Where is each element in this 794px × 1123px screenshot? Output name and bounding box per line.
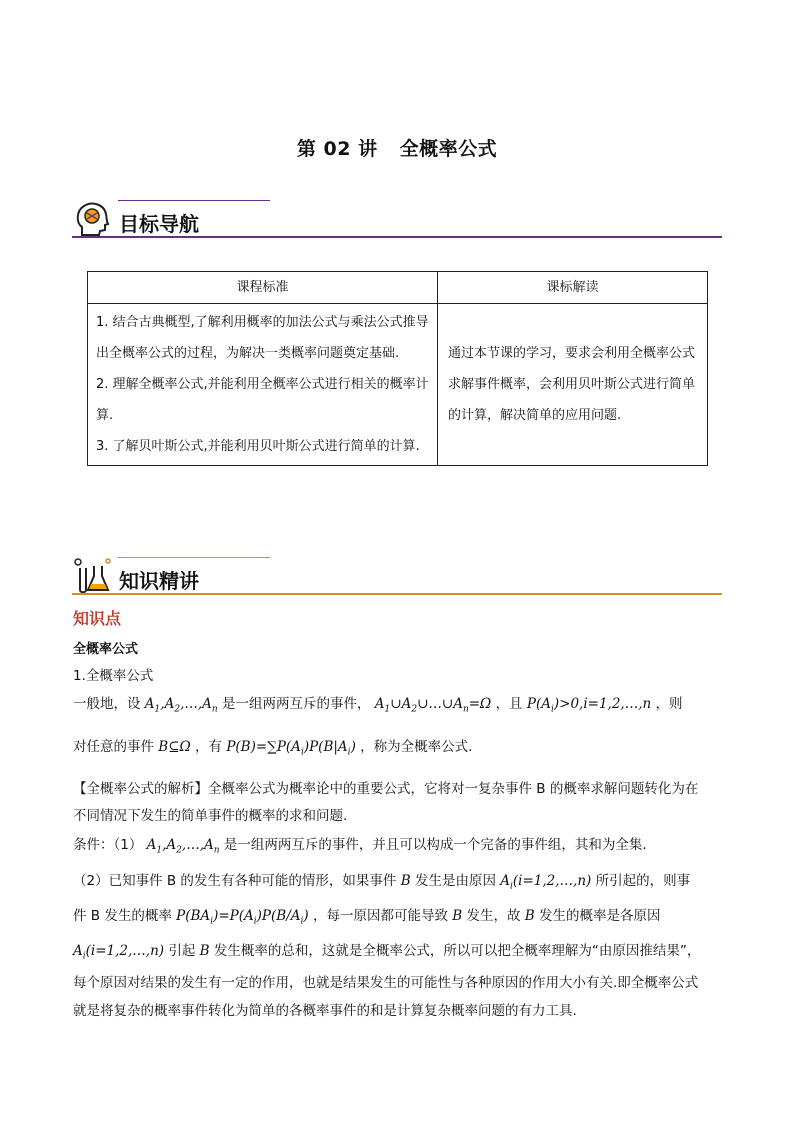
formula-cause: $A_i(i=1,2,\dots,n)$ (73, 943, 165, 962)
topic-subheading: 全概率公式 (73, 642, 139, 657)
knowledge-point-heading: 知识点 (73, 609, 122, 628)
condition-line-1 (73, 835, 723, 861)
section-underline (72, 593, 722, 595)
section-title: 目标导航 (119, 212, 199, 236)
text: 所引起的，则事 (595, 873, 691, 889)
condition-line-4 (73, 941, 723, 967)
text: 是一组两两互斥的事件，并且可以构成一个完备的事件组，其和为全集. (223, 837, 647, 853)
knowledge-section-header (72, 556, 722, 602)
formula-events: $A_1,A_2,\dots,A_n$ (144, 696, 218, 715)
curriculum-table (87, 271, 708, 466)
analysis-line-1: 【全概率公式的解析】全概率公式为概率论中的重要公式，它将对一复杂事件 B 的概率求解问题转化为在 (73, 781, 699, 797)
formula-union: $A_1\cup A_2\cup\dots\cup A_n=\Omega$ (374, 696, 492, 715)
text: ，每一原因都可能导致 (312, 908, 448, 924)
lab-flask-icon (72, 556, 112, 596)
text: ，称为全概率公式. (360, 739, 473, 755)
item-heading: 1.全概率公式 (73, 668, 154, 684)
text: ，则 (655, 696, 683, 712)
symbol-b: B (199, 943, 210, 959)
text: 一般地，设 (73, 696, 141, 712)
condition-line-5: 每个原因对结果的发生有一定的作用，也就是结果发生的可能性与各种原因的作用大小有关.即全概率公式 (73, 975, 699, 991)
formula-total-probability: $P(B)=\sum P(A_i)P(B|A_i)$ (226, 739, 356, 758)
condition-line-3 (73, 906, 723, 932)
text: 发生，故 (466, 908, 521, 924)
text: （2）已知事件 B 的发生有各种可能的情形，如果事件 (73, 873, 397, 889)
text: ，且 (495, 696, 523, 712)
text: 发生是由原因 (414, 873, 496, 889)
brain-head-icon (72, 199, 112, 239)
text: 引起 (168, 943, 196, 959)
symbol-b: B (452, 908, 463, 924)
text: 条件：（1） (73, 837, 143, 853)
standard-item: 2. 理解全概率公式,并能利用全概率公式进行相关的概率计算. (96, 377, 429, 423)
text: 发生的概率是各原因 (539, 908, 661, 924)
standard-item: 3. 了解贝叶斯公式,并能利用贝叶斯公式进行简单的计算. (96, 439, 420, 454)
text: 件 B 发生的概率 (73, 908, 172, 924)
standard-item: 1. 结合古典概型,了解利用概率的加法公式与乘法公式推导出全概率公式的过程，为解决一类概率问题奠定基础. (96, 315, 429, 361)
formula-events: $A_1,A_2,\dots,A_n$ (146, 837, 220, 856)
analysis-line-2: 不同情况下发生的简单事件的概率的求和问题. (73, 808, 348, 824)
table-row (88, 304, 708, 466)
goals-section-header (72, 199, 722, 245)
section-top-rule (118, 557, 270, 558)
lecture-topic: 全概率公式 (399, 138, 498, 160)
definition-line-2 (73, 737, 723, 763)
text: 对任意的事件 (73, 739, 154, 755)
text: ，有 (195, 739, 223, 755)
formula-joint: $P(BA_i)=P(A_i)P(B/A_i)$ (176, 908, 309, 927)
symbol-b: B (524, 908, 535, 924)
formula-cause: $A_i(i=1,2,\dots,n)$ (500, 873, 592, 892)
standards-cell (88, 304, 438, 466)
text: 是一组两两互斥的事件， (222, 696, 371, 712)
definition-line-1 (73, 694, 723, 720)
symbol-b: B (400, 873, 411, 889)
table-header-row (88, 272, 708, 304)
condition-line-6: 就是将复杂的概率事件转化为简单的各概率事件的和是计算复杂概率问题的有力工具. (73, 1003, 577, 1019)
section-underline (72, 236, 722, 238)
section-title: 知识精讲 (119, 569, 199, 593)
text: 发生概率的总和，这就是全概率公式，所以可以把全概率理解为“由原因推结果”， (213, 943, 701, 959)
formula-positive: $P(A_i)>0,i=1,2,\dots,n$ (526, 696, 652, 715)
header-interpretation: 课标解读 (438, 272, 708, 304)
condition-line-2 (73, 871, 723, 897)
interpretation-cell: 通过本节课的学习，要求会利用全概率公式求解事件概率，会利用贝叶斯公式进行简单的计算，解决简单的应用问题. (438, 304, 708, 466)
lecture-number: 第 02 讲 (296, 138, 378, 160)
formula-subset: B⊆Ω (158, 739, 191, 755)
header-standards: 课程标准 (88, 272, 438, 304)
page-title (0, 134, 794, 161)
section-top-rule (118, 200, 270, 201)
